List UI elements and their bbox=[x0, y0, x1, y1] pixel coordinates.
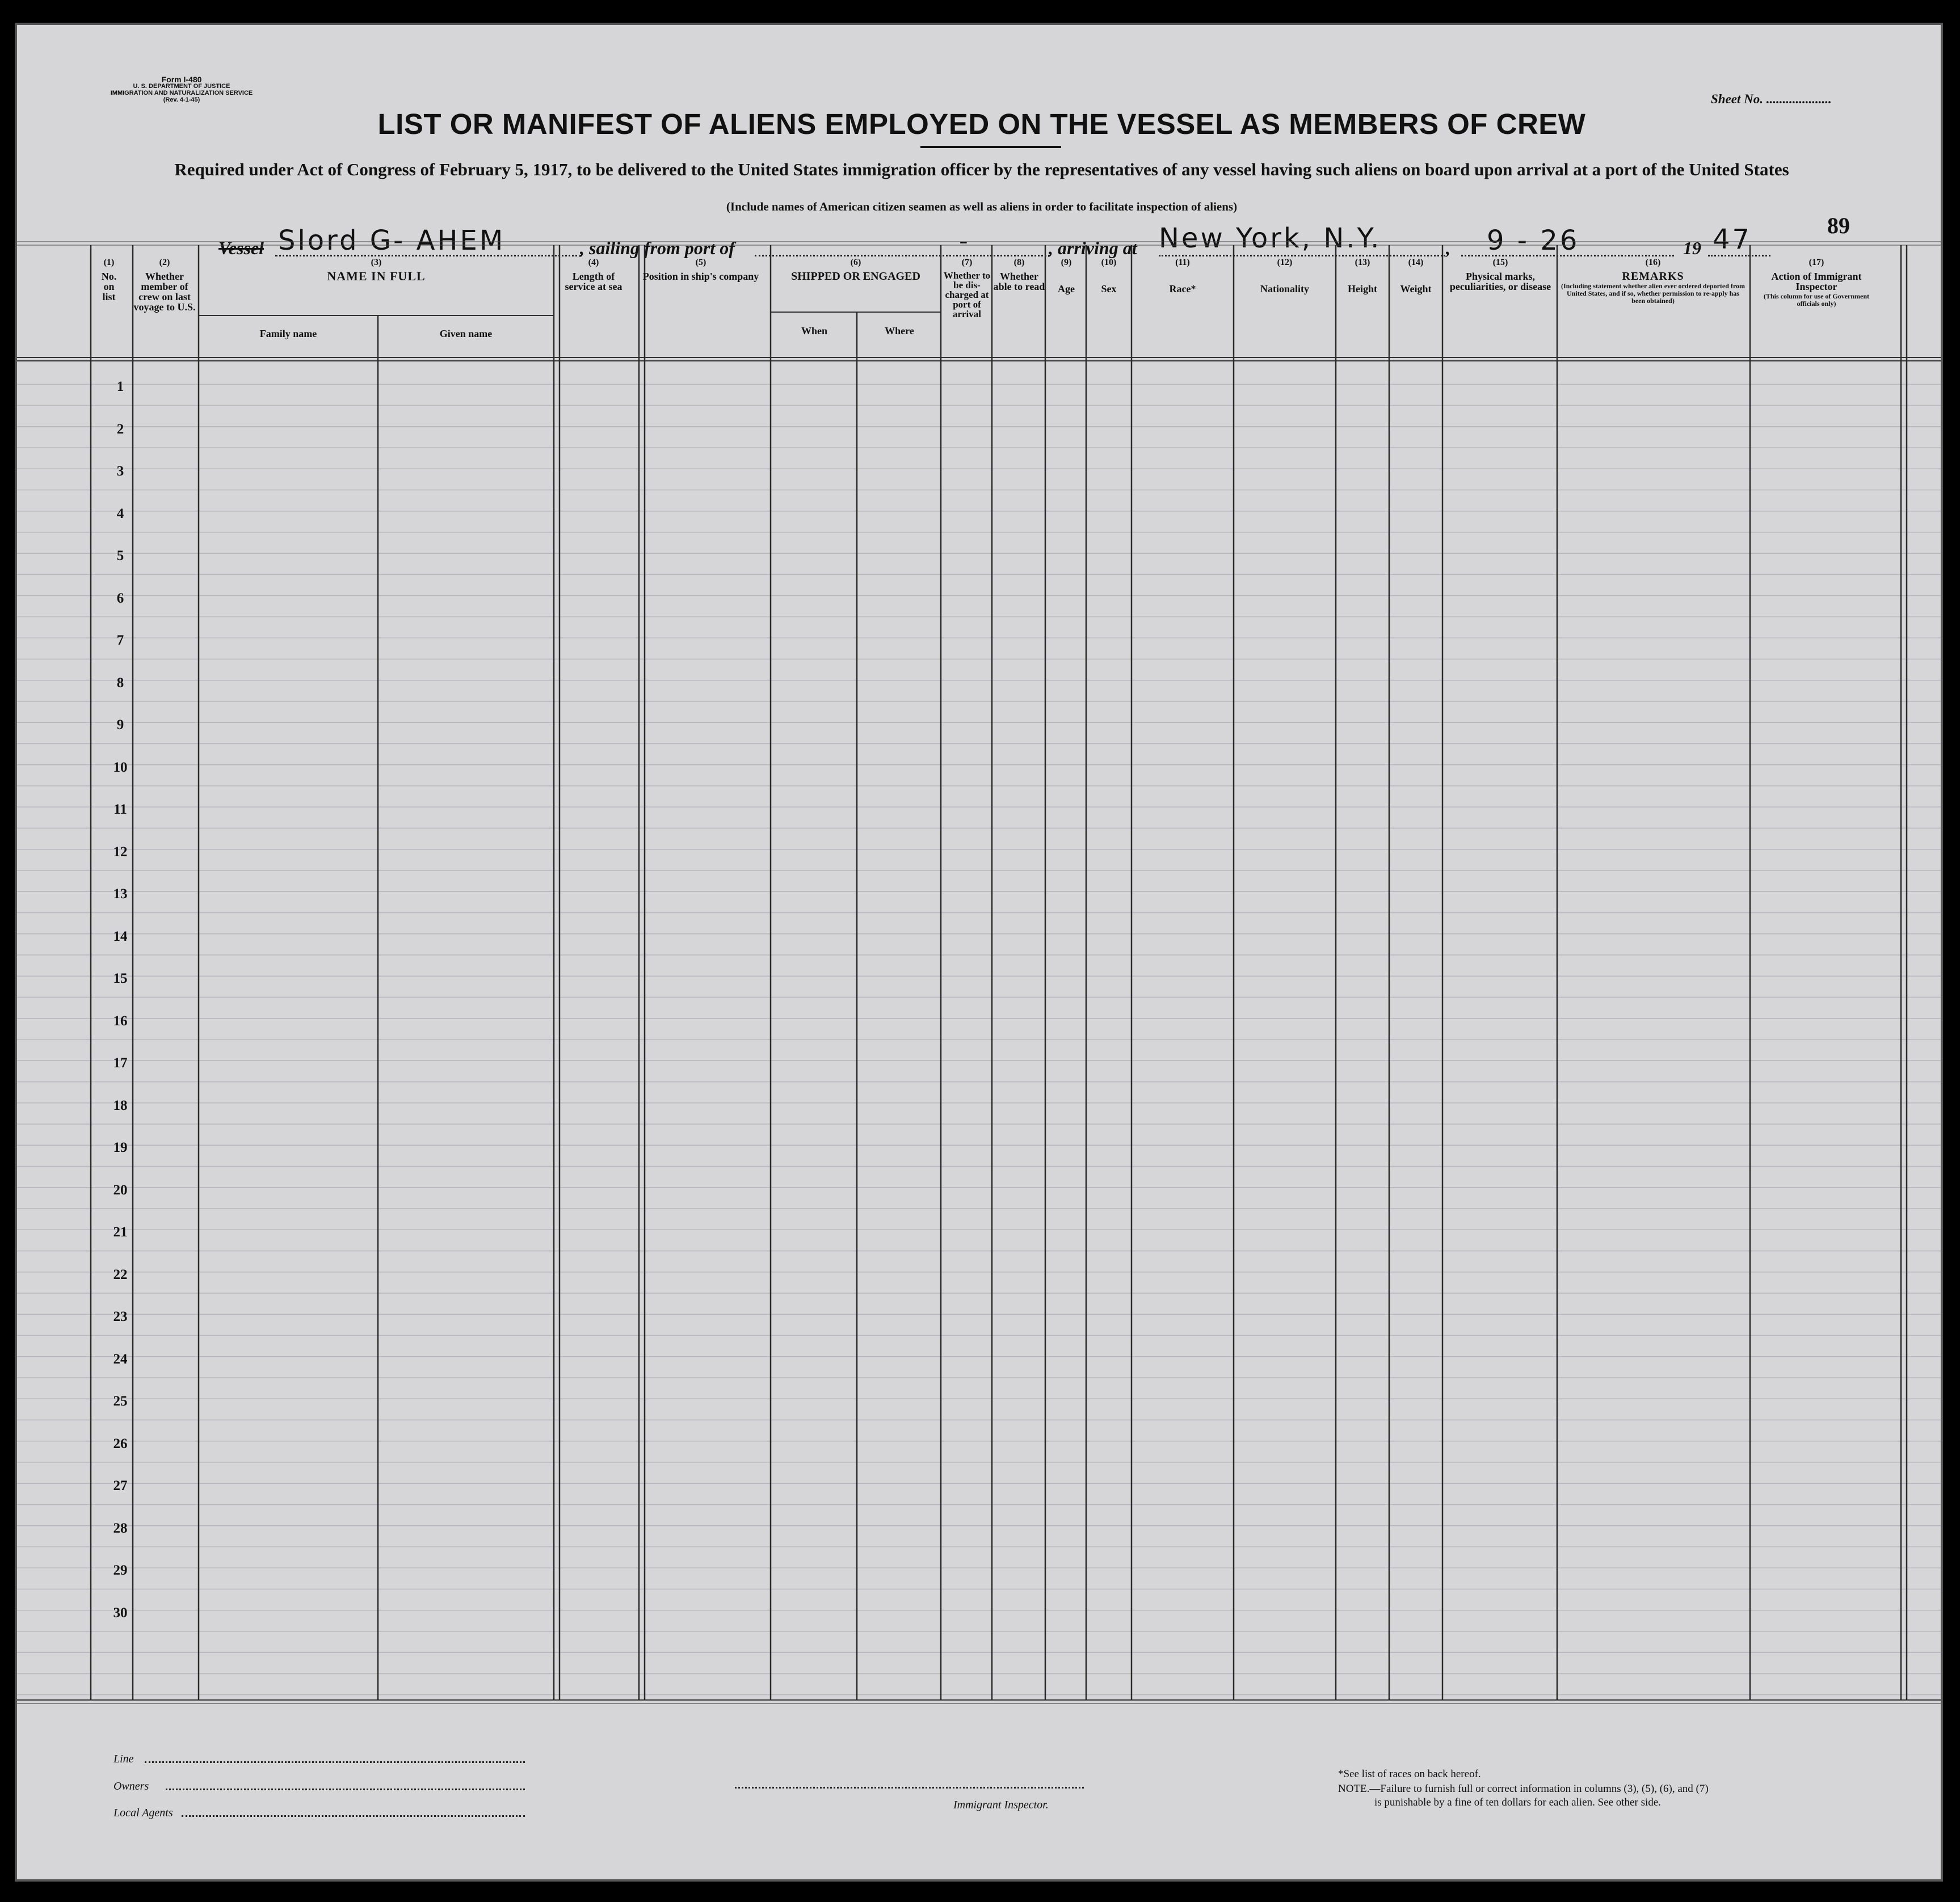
col-header-12 bbox=[1235, 258, 1335, 294]
row-number: 22 bbox=[113, 1266, 128, 1282]
row-number: 15 bbox=[113, 971, 128, 986]
date-handwritten: 9 - 26 bbox=[1487, 225, 1580, 256]
col-number: (13) bbox=[1355, 258, 1370, 267]
footer-line-label: Line bbox=[113, 1753, 134, 1765]
col-header-9 bbox=[1046, 258, 1086, 294]
col-header-5 bbox=[641, 258, 760, 281]
col-number: (7) bbox=[961, 258, 973, 267]
year-prefix: 19 bbox=[1683, 238, 1701, 258]
col-header-when: When bbox=[801, 325, 827, 336]
col-label: Physical marks, peculiarities, or disease bbox=[1449, 271, 1551, 292]
row-number: 18 bbox=[113, 1097, 128, 1113]
col-number: (17) bbox=[1808, 258, 1824, 267]
col-header-13 bbox=[1337, 258, 1388, 294]
row-number: 25 bbox=[113, 1394, 128, 1409]
row-number: 3 bbox=[116, 464, 124, 479]
col-header-14 bbox=[1390, 258, 1441, 294]
row-number: 28 bbox=[113, 1520, 128, 1536]
instruction-subtitle: (Include names of American citizen seamen as well as aliens in order to facilitate inspection of aliens) bbox=[726, 200, 1238, 213]
footer-owners-field bbox=[166, 1789, 525, 1790]
penalty-note-2: is punishable by a fine of ten dollars for each alien. See other side. bbox=[1374, 1796, 1661, 1808]
col-label: Whether member of crew on last voyage to U.S. bbox=[133, 271, 196, 313]
row-number: 27 bbox=[113, 1478, 128, 1493]
sailing-label: , sailing from port of bbox=[580, 238, 735, 258]
row-number: 12 bbox=[113, 844, 128, 860]
footer-line-field bbox=[145, 1761, 525, 1763]
col-note: (This column for use of Government officials only) bbox=[1763, 292, 1870, 308]
col-header-family-name: Family name bbox=[259, 328, 317, 339]
col-label: Action of Immigrant Inspector bbox=[1771, 271, 1862, 292]
row-number: 24 bbox=[113, 1351, 128, 1367]
col-number: (3) bbox=[371, 258, 382, 267]
row-number: 8 bbox=[116, 675, 124, 691]
col-label: Race* bbox=[1169, 283, 1196, 294]
col-header-4 bbox=[560, 258, 628, 292]
col-header-8 bbox=[993, 258, 1045, 292]
penalty-note-1: NOTE.—Failure to furnish full or correct information in columns (3), (5), (6), and (7) bbox=[1338, 1783, 1709, 1795]
col-label: Nationality bbox=[1260, 283, 1309, 294]
arriving-label: , arriving at bbox=[1049, 238, 1137, 258]
row-number: 4 bbox=[116, 506, 124, 521]
col-number: (2) bbox=[159, 258, 170, 267]
row-number: 23 bbox=[113, 1309, 128, 1324]
col-label: Whether to be dis-charged at port of arrival bbox=[943, 270, 991, 319]
col-number: (12) bbox=[1277, 258, 1293, 267]
col-label: Length of service at sea bbox=[565, 271, 623, 292]
col-number: (10) bbox=[1101, 258, 1117, 267]
col-header-10 bbox=[1087, 258, 1130, 294]
col-header-7 bbox=[942, 258, 992, 319]
manifest-sheet bbox=[15, 23, 1943, 1882]
footer-agents-field bbox=[182, 1815, 525, 1817]
footer-owners-label: Owners bbox=[113, 1780, 149, 1792]
col-label: SHIPPED OR ENGAGED bbox=[791, 270, 920, 283]
col-number: (6) bbox=[850, 258, 861, 267]
col-number: (8) bbox=[1013, 258, 1025, 267]
row-number: 16 bbox=[113, 1013, 128, 1029]
col-number: (1) bbox=[103, 258, 115, 267]
comma-separator: , bbox=[1446, 238, 1450, 258]
col-header-11 bbox=[1133, 258, 1233, 294]
form-number: Form I-480 bbox=[161, 75, 202, 84]
statute-subtitle: Required under Act of Congress of February 5, 1917, to be delivered to the United States immigration officer by the representatives of any vessel having such aliens on board upon arrival at a port of the United States bbox=[174, 159, 1789, 179]
inspector-label: Immigrant Inspector. bbox=[953, 1799, 1049, 1811]
col-header-17 bbox=[1753, 258, 1879, 308]
col-header-1 bbox=[96, 258, 121, 302]
row-number: 5 bbox=[116, 548, 124, 563]
page-title: LIST OR MANIFEST OF ALIENS EMPLOYED ON THE VESSEL AS MEMBERS OF CREW bbox=[377, 108, 1586, 140]
row-number: 26 bbox=[113, 1436, 128, 1451]
race-footnote: *See list of races on back hereof. bbox=[1338, 1768, 1481, 1780]
row-number: 19 bbox=[113, 1140, 128, 1155]
row-number: 20 bbox=[113, 1182, 128, 1198]
sailing-port-value: - bbox=[959, 226, 970, 255]
row-number: 10 bbox=[113, 759, 128, 775]
col-header-6 bbox=[771, 258, 941, 281]
col-label: Height bbox=[1348, 283, 1377, 294]
col-header-2 bbox=[133, 258, 196, 312]
col-header-15 bbox=[1445, 258, 1556, 292]
row-number: 2 bbox=[116, 421, 124, 437]
col-label: No. on list bbox=[101, 271, 117, 302]
col-number: (15) bbox=[1492, 258, 1508, 267]
form-revision: (Rev. 4-1-45) bbox=[163, 96, 200, 103]
inspector-signature-line bbox=[735, 1787, 1084, 1789]
col-label: Age bbox=[1058, 283, 1075, 294]
col-number: (4) bbox=[588, 258, 599, 267]
row-number: 11 bbox=[113, 802, 127, 817]
row-number: 6 bbox=[116, 590, 124, 606]
col-label: NAME IN FULL bbox=[327, 269, 426, 283]
col-header-where: Where bbox=[885, 325, 914, 336]
sheet-number-label: Sheet No. .................... bbox=[1711, 92, 1832, 106]
row-number: 29 bbox=[113, 1563, 128, 1578]
page-number: 89 bbox=[1827, 213, 1850, 238]
row-number: 9 bbox=[116, 717, 124, 733]
col-header-3 bbox=[199, 258, 554, 282]
col-label: REMARKS bbox=[1622, 270, 1684, 283]
col-header-16 bbox=[1559, 258, 1747, 305]
row-number: 1 bbox=[116, 379, 124, 394]
row-number: 21 bbox=[113, 1224, 128, 1240]
footer-agents-label: Local Agents bbox=[113, 1807, 173, 1819]
col-number: (9) bbox=[1061, 258, 1072, 267]
row-number: 30 bbox=[113, 1605, 128, 1621]
col-label: Position in ship's company bbox=[642, 271, 759, 282]
row-number: 7 bbox=[116, 633, 124, 648]
col-label: Whether able to read bbox=[993, 271, 1045, 292]
vessel-label: Vessel bbox=[218, 238, 264, 258]
row-number: 13 bbox=[113, 886, 128, 902]
row-number: 14 bbox=[113, 928, 128, 944]
col-number: (5) bbox=[695, 258, 706, 267]
form-service: IMMIGRATION AND NATURALIZATION SERVICE bbox=[110, 90, 253, 96]
col-header-given-name: Given name bbox=[439, 328, 493, 339]
col-note: (Including statement whether alien ever ordered deported from United States, and if so, whether permission to re-apply has been obtained) bbox=[1561, 282, 1746, 305]
col-label: Sex bbox=[1101, 283, 1117, 294]
year-handwritten: 47 bbox=[1713, 224, 1752, 255]
col-number: (14) bbox=[1408, 258, 1424, 267]
col-number: (16) bbox=[1645, 258, 1661, 267]
form-department: U. S. DEPARTMENT OF JUSTICE bbox=[133, 83, 230, 90]
col-label: Weight bbox=[1400, 283, 1432, 294]
row-number: 17 bbox=[113, 1055, 128, 1071]
col-number: (11) bbox=[1175, 258, 1190, 267]
arriving-port-handwritten: New York, N.Y. bbox=[1159, 222, 1382, 254]
vessel-name-handwritten: Slord G- AHEM bbox=[278, 225, 506, 256]
